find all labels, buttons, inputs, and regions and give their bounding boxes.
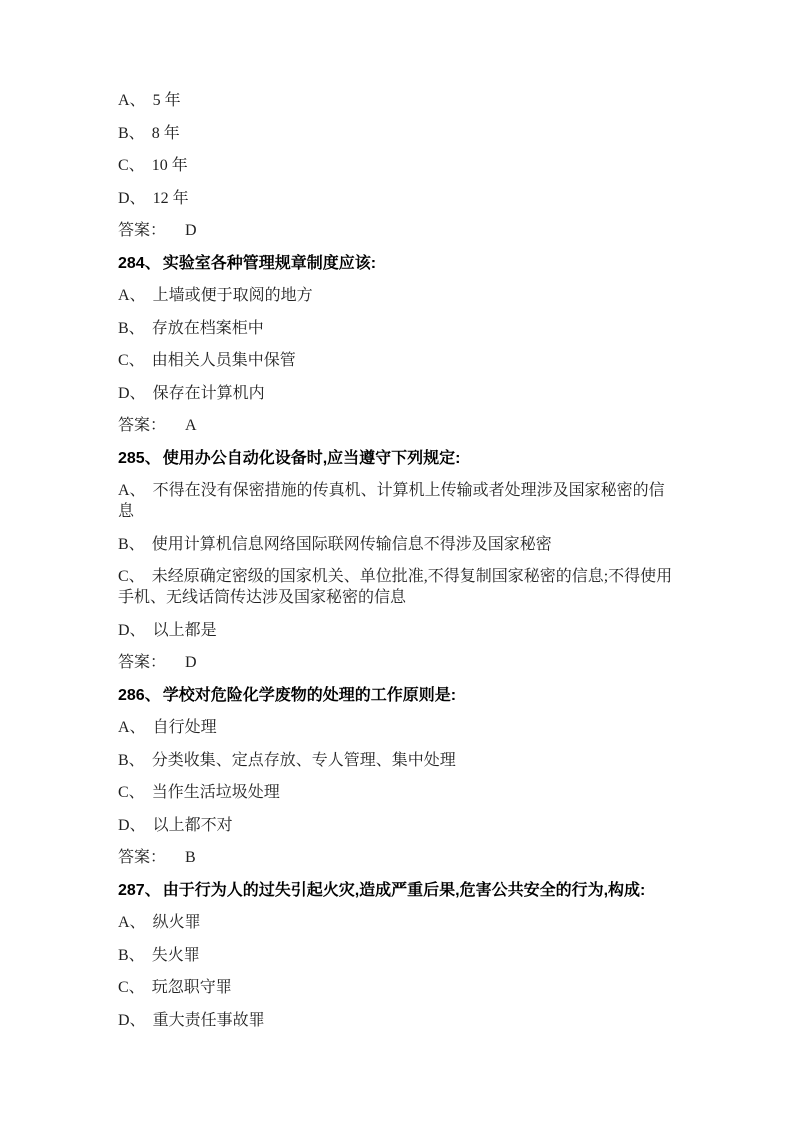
option-letter: A、 [118, 914, 146, 931]
option-letter: C、 [118, 352, 145, 369]
option-letter: C、 [118, 979, 145, 996]
question-number: 287、 [118, 881, 161, 899]
question-block [118, 90, 676, 241]
option-text: 重大责任事故罪 [152, 1011, 265, 1029]
answer-row [118, 652, 676, 673]
answer-label: 答案： [118, 654, 167, 671]
option-text: 自行处理 [152, 719, 217, 736]
answer-value: A [185, 417, 197, 434]
question-number: 284、 [118, 254, 161, 272]
option-letter: B、 [118, 751, 145, 769]
question-title [118, 685, 676, 706]
question-number: 286、 [118, 686, 161, 704]
option-letter: D、 [118, 816, 146, 834]
option-row [118, 383, 676, 404]
option-row [118, 750, 676, 771]
option-letter: D、 [118, 1011, 146, 1029]
answer-row [118, 847, 676, 868]
option-text: 当作生活垃圾处理 [151, 784, 280, 801]
option-letter: C、 [118, 784, 145, 801]
option-text: 上墙或便于取阅的地方 [152, 287, 313, 304]
option-row [118, 717, 676, 738]
option-text: 玩忽职守罪 [151, 979, 232, 996]
option-row [118, 782, 676, 803]
question-block [118, 880, 676, 1031]
option-row [118, 620, 676, 641]
option-text: 以上都是 [152, 621, 217, 639]
option-letter: C、 [118, 157, 145, 174]
answer-label: 答案： [118, 849, 167, 866]
option-text: 失火罪 [151, 946, 200, 964]
option-row [118, 945, 676, 966]
option-letter: B、 [118, 124, 145, 142]
question-block [118, 448, 676, 674]
question-title [118, 448, 676, 469]
option-row [118, 318, 676, 339]
option-text: 纵火罪 [152, 914, 201, 931]
option-row [118, 188, 676, 209]
option-row [118, 977, 676, 998]
option-row [118, 285, 676, 306]
answer-value: B [185, 849, 196, 866]
option-row [118, 480, 676, 522]
option-text: 由相关人员集中保管 [151, 352, 296, 369]
option-row [118, 815, 676, 836]
answer-label: 答案： [118, 417, 167, 434]
option-letter: B、 [118, 319, 145, 337]
option-letter: A、 [118, 287, 146, 304]
question-title [118, 253, 676, 274]
question-block [118, 253, 676, 437]
option-row [118, 566, 676, 608]
question-text: 学校对危险化学废物的处理的工作原则是: [162, 686, 457, 704]
question-number: 285、 [118, 449, 161, 467]
option-text: 分类收集、定点存放、专人管理、集中处理 [151, 751, 456, 769]
question-title [118, 880, 676, 901]
option-letter: B、 [118, 535, 145, 553]
option-text: 以上都不对 [152, 816, 233, 834]
option-row [118, 534, 676, 555]
answer-value: D [185, 222, 197, 239]
option-letter: A、 [118, 719, 146, 736]
option-letter: D、 [118, 384, 146, 402]
question-text: 实验室各种管理规章制度应该: [162, 254, 377, 272]
option-text: 8 年 [151, 124, 180, 142]
option-letter: A、 [118, 482, 146, 499]
option-text: 10 年 [151, 157, 188, 174]
option-row [118, 912, 676, 933]
option-row [118, 1010, 676, 1031]
question-text: 使用办公自动化设备时,应当遵守下列规定: [162, 449, 461, 467]
option-letter: D、 [118, 621, 146, 639]
answer-row [118, 220, 676, 241]
option-text: 12 年 [152, 189, 189, 207]
option-letter: B、 [118, 946, 145, 964]
option-letter: D、 [118, 189, 146, 207]
question-block [118, 685, 676, 869]
option-letter: C、 [118, 568, 145, 585]
option-text: 未经原确定密级的国家机关、单位批准,不得复制国家秘密的信息;不得使用手机、无线话筒传达涉及国家秘密的信息 [118, 568, 673, 606]
option-text: 不得在没有保密措施的传真机、计算机上传输或者处理涉及国家秘密的信息 [118, 482, 665, 520]
option-letter: A、 [118, 92, 146, 109]
option-text: 5 年 [152, 92, 181, 109]
option-text: 存放在档案柜中 [151, 319, 264, 337]
option-text: 保存在计算机内 [152, 384, 265, 402]
answer-value: D [185, 654, 197, 671]
option-text: 使用计算机信息网络国际联网传输信息不得涉及国家秘密 [151, 535, 552, 553]
option-row [118, 350, 676, 371]
answer-row [118, 415, 676, 436]
answer-label: 答案： [118, 222, 167, 239]
option-row [118, 155, 676, 176]
option-row [118, 123, 676, 144]
option-row [118, 90, 676, 111]
question-text: 由于行为人的过失引起火灾,造成严重后果,危害公共安全的行为,构成: [162, 881, 646, 899]
